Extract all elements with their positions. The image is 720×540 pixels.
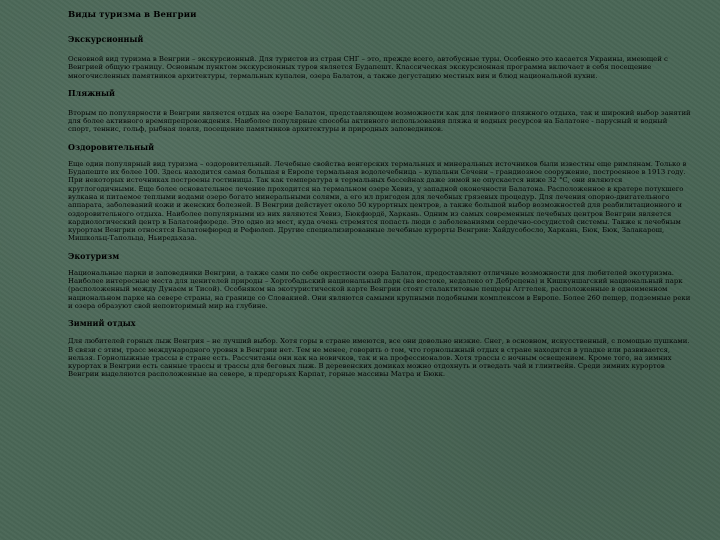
section-heading: Зимний отдых xyxy=(68,318,136,329)
section-excursion xyxy=(68,34,692,80)
section-heading: Пляжный xyxy=(68,87,115,98)
section-ecotourism xyxy=(68,251,692,310)
section-heading: Экотуризм xyxy=(68,250,120,261)
section-text: Еще один популярный вид туризма – оздоровительный. Лечебные свойства венгерских термальных и минеральных источников были известны еще римлянам. Только в Будапеште их более 100. Здесь находится самая большая в Европе термальная водолечебница – купальни Сечени – грандиозное сооружение, построенное в 1913 году. При некоторых источниках построены гостиницы. Так как температура в термальных бассейнах даже зимой не опускается ниже 32 °C, они являются круглогодичными. Еще более основательное лечение проходится на термальном озере Хевиз, у западной оконечности Балатона. Расположенное в кратере потухшего вулкана и питаемое теплыми водами озеро богато минеральными солями, а его ил пригоден для лечебных грязевых процедур. Для лечения опорно-двигательного аппарата, заболеваний кожи и женских болезней. В Венгрии действует около 50 курортных центров, а также большой выбор возможностей для реабилитационного и оздоровительного отдыха. Наиболее популярными из них являются Хевиз, Бюкфюрдё, Харкань. Одним из самых современных лечебных центров Венгрии является кардиологический центр в Балатонфюреде. Это одно из мест, куда очень стремятся попасть люди с заболеваниями сердечно-сосудистой системы. Также к лечебным курортам Венгрии относятся Балатонфюред и Рефюлеп. Другие специализированные лечебные курорты Венгрии: Хайдусобосло, Харкань, Бюк, Бюк, Залакарош, Мишкольц-Тапольца, Ньиредьхаза. xyxy=(68,159,687,243)
slide xyxy=(68,10,692,387)
section-winter xyxy=(68,318,692,378)
section-text: Вторым по популярности в Венгрии является отдых на озере Балатон, представляющем возможности как для ленивого пляжного отдыха, так и широкий выбор занятий для более активного времяпрепровождения. Наиболее популярные способы активного использования пляжа и водных ресурсов на Балатоне - парусный и водный спорт, теннис, гольф, рыбная ловля, посещение памятников архитектуры и природных заповедников. xyxy=(68,108,691,134)
section-beach xyxy=(68,88,692,134)
page-title: Виды туризма в Венгрии xyxy=(68,10,197,20)
section-text: Основной вид туризма в Венгрии – экскурсионный. Для туристов из стран СНГ – это, прежде всего, автобусные туры. Особенно это касается Украины, имеющей с Венгрией общую границу. Основным пунктом экскурсионных туров является Будапешт. Классическая экскурсионная программа включает в себя посещение многочисленных памятников архитектуры, термальных купален, озера Балатон, а также дегустацию местных вин и блюд национальной кухни. xyxy=(68,55,668,80)
section-wellness xyxy=(68,142,692,243)
section-heading: Оздоровительный xyxy=(68,141,155,152)
section-heading: Экскурсионный xyxy=(68,34,144,44)
section-text: Национальные парки и заповедники Венгрии, а также сами по себе окрестности озера Балатон, предоставляют отличные возможности для любителей экотуризма. Наиболее интересные места для ценителей природы – Хортобадьский национальный парк (на востоке, недалеко от Дебрецена) и Кишкуншагский национальный парк (расположенный между Дунаем и Тисой). Особняком на экотуристической карте Венгрии стоят сталактитовые пещеры Аггтелек, расположенные в одноименном национальном парке на севере страны, на границе со Словакией. Они являются самыми крупными подобными комплексом в Европе. Более 260 пещер, подземные реки и озера образуют свой неповторимый мир на глубине. xyxy=(68,268,691,310)
section-text: Для любителей горных лыж Венгрия – не лучший выбор. Хотя горы в стране имеются, все они довольно низкие. Снег, в основном, искусственный, с помощью пушками. В связи с этим, трасс международного уровня в Венгрии нет. Тем не менее, говорить о том, что горнолыжный отдых в стране находится в упадке или развивается, нельзя. Горнолыжные трассы в стране есть. Рассчитаны они как на новичков, так и на профессионалов. Хотя трассы с ночным освещением. Кроме того, на зимних курортах в Венгрии есть санные трассы и трассы для беговых лыж. В деревенских домиках можно отдохнуть и отведать чай и глинтвейн. Среди зимних курортов Венгрии выделяются расположенные на севере, в предгорьях Карпат, горные массивы Матра и Бюкк. xyxy=(68,337,690,379)
